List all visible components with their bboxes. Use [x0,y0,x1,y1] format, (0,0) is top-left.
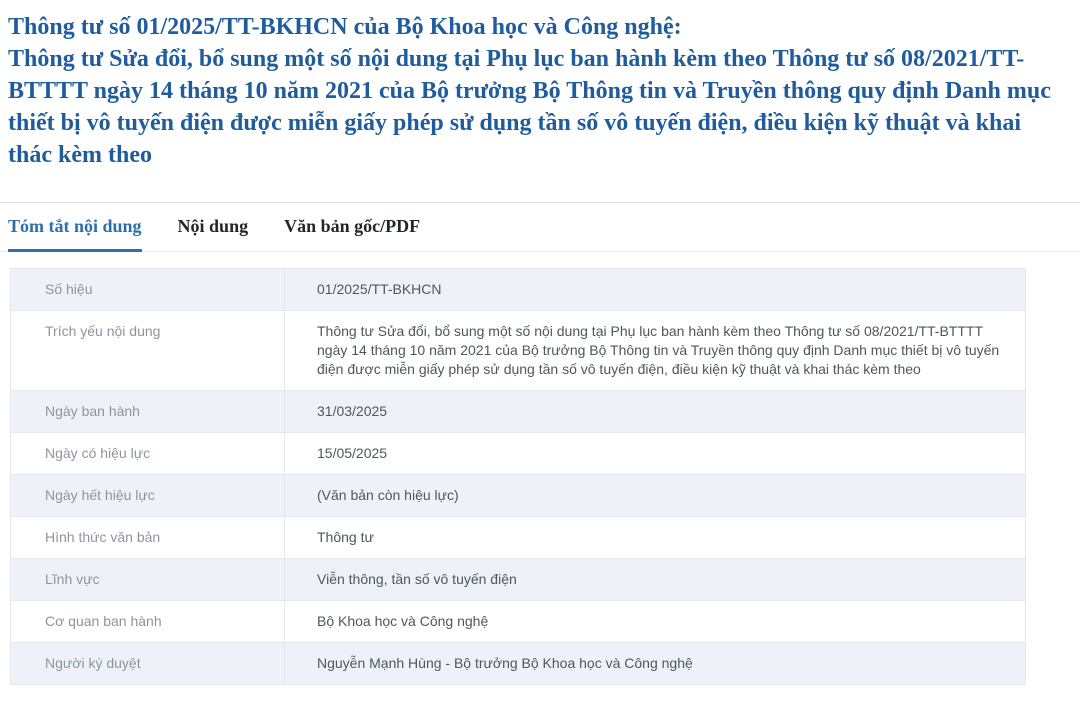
row-label: Cơ quan ban hành [11,601,285,643]
row-value: 15/05/2025 [285,433,1026,475]
table-row [11,601,1026,643]
document-summary-table [10,268,1026,685]
tab-bar [0,202,1080,252]
row-label: Trích yếu nội dung [11,311,285,391]
tab-noi-dung[interactable]: Nội dung [178,203,249,252]
document-detail-page [0,11,1080,685]
row-value: Nguyễn Mạnh Hùng - Bộ trưởng Bộ Khoa học và Công nghệ [285,643,1026,685]
table-row [11,475,1026,517]
page-title-line1: Thông tư số 01/2025/TT-BKHCN của Bộ Khoa học và Công nghệ: [8,14,682,40]
row-label: Số hiệu [11,269,285,311]
tab-van-ban-goc-pdf[interactable]: Văn bản gốc/PDF [284,203,420,252]
row-label: Người ký duyệt [11,643,285,685]
table-row [11,391,1026,433]
row-value: 31/03/2025 [285,391,1026,433]
row-value: (Văn bản còn hiệu lực) [285,475,1026,517]
row-value: Bộ Khoa học và Công nghệ [285,601,1026,643]
row-label: Ngày ban hành [11,391,285,433]
table-row [11,517,1026,559]
summary-table-body [11,269,1026,685]
page-title-rest: Thông tư Sửa đổi, bổ sung một số nội dung tại Phụ lục ban hành kèm theo Thông tư số 08/2021/TT-BTTTT ngày 14 tháng 10 năm 2021 của Bộ trưởng Bộ Thông tin và Truyền thông quy định Danh mục thiết bị vô tuyến điện được miễn giấy phép sử dụng tần số vô tuyến điện, điều kiện kỹ thuật và khai thác kèm theo [8,46,1051,168]
table-row [11,643,1026,685]
table-row [11,559,1026,601]
row-value: Thông tư Sửa đổi, bổ sung một số nội dung tại Phụ lục ban hành kèm theo Thông tư số 08/2021/TT-BTTTT ngày 14 tháng 10 năm 2021 của Bộ trưởng Bộ Thông tin và Truyền thông quy định Danh mục thiết bị vô tuyến điện được miễn giấy phép sử dụng tần số vô tuyến điện, điều kiện kỹ thuật và khai thác kèm theo [285,311,1026,391]
row-label: Lĩnh vực [11,559,285,601]
row-value: Thông tư [285,517,1026,559]
tab-tom-tat-noi-dung[interactable]: Tóm tắt nội dung [8,203,142,252]
table-row [11,269,1026,311]
table-row [11,433,1026,475]
row-value: Viễn thông, tần số vô tuyến điện [285,559,1026,601]
row-label: Ngày có hiệu lực [11,433,285,475]
table-row [11,311,1026,391]
row-value: 01/2025/TT-BKHCN [285,269,1026,311]
page-title [8,11,1058,171]
row-label: Ngày hết hiệu lực [11,475,285,517]
row-label: Hình thức văn bản [11,517,285,559]
